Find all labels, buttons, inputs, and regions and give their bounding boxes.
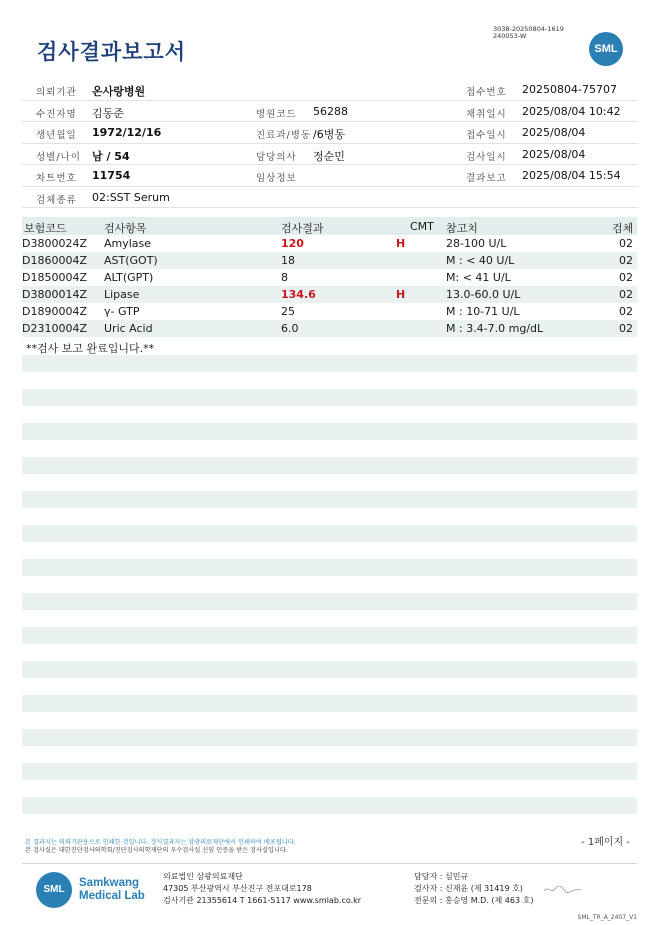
institution-label: 의뢰기관 <box>36 87 77 98</box>
row-ref: 28-100 U/L <box>446 237 507 250</box>
row-result: 6.0 <box>281 322 299 335</box>
org-line3: 검사기관 21355614 T 1661-5117 www.smlab.co.kr <box>163 896 362 905</box>
sampled-label: 채취일시 <box>466 108 507 120</box>
sign-line1: 담당자 : 심민규 <box>414 872 469 881</box>
doctor-label: 담당의사 <box>256 151 297 163</box>
tested-label: 검사일시 <box>466 151 507 163</box>
org-line1: 의료법인 삼광의료재단 <box>163 872 243 881</box>
tested-value: 2025/08/04 <box>522 147 586 161</box>
row-ref: M : 10-71 U/L <box>446 305 520 318</box>
info-row <box>22 165 638 187</box>
hospital-code-label: 병원코드 <box>256 108 297 120</box>
empty-row <box>22 797 637 814</box>
report-code <box>493 26 564 40</box>
report-code-line1: 3038-20250804-1619 <box>493 25 564 33</box>
footer-notice <box>25 839 296 855</box>
signatories <box>414 871 533 907</box>
footer-divider <box>22 863 637 864</box>
org-line2: 47305 부산광역시 부산진구 전포대로178 <box>163 884 312 893</box>
sml-footer-logo-icon: SML <box>36 872 72 908</box>
table-row <box>22 320 637 337</box>
row-result: 134.6 <box>281 288 316 301</box>
results-table <box>22 217 637 337</box>
header-result: 검사결과 <box>281 222 324 235</box>
row-specimen: 02 <box>619 288 633 301</box>
row-code: D3800014Z <box>22 288 87 301</box>
notice-line1: 본 결과지는 의뢰기관용으로 인쇄한 것입니다. 정식결과지는 삼광의료재단에서 인쇄하여 배포됩니다. <box>25 839 296 846</box>
empty-row <box>22 695 637 712</box>
row-specimen: 02 <box>619 237 633 250</box>
organization-info <box>163 871 361 907</box>
header-ref: 참고치 <box>446 222 478 235</box>
reported-label: 결과보고 <box>466 173 507 184</box>
row-item: AST(GOT) <box>104 254 158 267</box>
signature-icon <box>543 883 583 895</box>
header-item: 검사항목 <box>104 222 147 235</box>
page-number: - 1페이지 - <box>581 837 630 848</box>
clinical-label: 임상정보 <box>256 173 297 184</box>
brand-name <box>79 877 145 903</box>
sign-line3: 전문의 : 홍승영 M.D. (제 463 호) <box>414 896 534 905</box>
empty-row <box>22 763 637 780</box>
empty-row <box>22 355 637 372</box>
header-specimen: 검체 <box>612 222 634 235</box>
hospital-code-value: 56288 <box>313 104 348 118</box>
info-row <box>22 187 638 209</box>
doctor-value: 정순민 <box>313 149 345 163</box>
received-value: 2025/08/04 <box>522 126 586 139</box>
header-code: 보험코드 <box>24 222 67 235</box>
table-row <box>22 235 637 252</box>
table-row <box>22 286 637 303</box>
sml-logo-icon: SML <box>589 32 623 66</box>
empty-row <box>22 525 637 542</box>
form-code: SML_TR_A_2407_V1 <box>577 914 637 921</box>
report-comment: **검사 보고 완료입니다.** <box>26 342 155 355</box>
table-row <box>22 303 637 320</box>
sexage-label: 성별/나이 <box>36 151 81 163</box>
reported-value: 2025/08/04 15:54 <box>522 169 621 182</box>
receipt-no-value: 20250804-75707 <box>522 83 617 96</box>
row-item: Amylase <box>104 237 152 250</box>
patient-info <box>22 79 638 208</box>
report-code-line2: 240053-W <box>493 32 527 40</box>
empty-row <box>22 559 637 576</box>
row-result: 120 <box>281 237 304 250</box>
patient-label: 수진자명 <box>36 108 77 120</box>
empty-row <box>22 423 637 440</box>
row-code: D1850004Z <box>22 271 87 284</box>
row-code: D3800024Z <box>22 237 87 250</box>
row-result: 18 <box>281 254 295 267</box>
row-item: Uric Acid <box>104 322 153 335</box>
table-row <box>22 252 637 269</box>
birth-value: 1972/12/16 <box>92 126 162 139</box>
info-row <box>22 101 638 123</box>
row-code: D2310004Z <box>22 322 87 335</box>
empty-rows <box>22 355 637 831</box>
patient-value: 김동준 <box>92 106 124 120</box>
brand-line1: Samkwang <box>79 877 140 889</box>
header-cmt: CMT <box>410 220 434 233</box>
empty-row <box>22 729 637 746</box>
row-item: ALT(GPT) <box>104 271 154 284</box>
table-header <box>22 217 637 235</box>
row-code: D1860004Z <box>22 254 87 267</box>
empty-row <box>22 491 637 508</box>
birth-label: 생년월일 <box>36 130 77 141</box>
chart-value: 11754 <box>92 169 131 182</box>
row-code: D1890004Z <box>22 305 87 318</box>
sexage-value: 남 / 54 <box>92 149 130 163</box>
empty-row <box>22 389 637 406</box>
info-row <box>22 79 638 101</box>
row-item: γ- GTP <box>104 305 140 318</box>
row-specimen: 02 <box>619 305 633 318</box>
dept-value: /6병동 <box>313 128 345 141</box>
row-item: Lipase <box>104 288 140 301</box>
row-ref: M : 3.4-7.0 mg/dL <box>446 322 544 335</box>
dept-label: 진료과/병동 <box>256 130 312 141</box>
row-ref: M: < 41 U/L <box>446 271 511 284</box>
row-specimen: 02 <box>619 254 633 267</box>
sign-line2: 검사자 : 신재윤 (제 31419 호) <box>414 884 523 893</box>
specimen-value: 02:SST Serum <box>92 190 170 204</box>
brand-line2: Medical Lab <box>79 890 145 902</box>
row-flag: H <box>396 237 406 250</box>
table-row <box>22 269 637 286</box>
receipt-no-label: 접수번호 <box>466 87 507 98</box>
notice-line2: 본 검사실은 대한진단검사의학회/진단검사의학재단의 우수검사실 신임 인증을 받은 검사실입니다. <box>25 847 288 854</box>
row-ref: 13.0-60.0 U/L <box>446 288 521 301</box>
institution-value: 온사랑병원 <box>92 85 146 98</box>
row-specimen: 02 <box>619 322 633 335</box>
row-flag: H <box>396 288 406 301</box>
row-ref: M : < 40 U/L <box>446 254 515 267</box>
info-row <box>22 144 638 166</box>
row-result: 8 <box>281 271 288 284</box>
empty-row <box>22 661 637 678</box>
page-title: 검사결과보고서 <box>37 40 187 64</box>
chart-label: 차트번호 <box>36 173 77 184</box>
received-label: 접수일시 <box>466 130 507 141</box>
empty-row <box>22 593 637 610</box>
empty-row <box>22 627 637 644</box>
row-result: 25 <box>281 305 295 318</box>
empty-row <box>22 457 637 474</box>
sampled-value: 2025/08/04 10:42 <box>522 104 621 118</box>
row-specimen: 02 <box>619 271 633 284</box>
specimen-label: 검체종류 <box>36 194 77 206</box>
info-row <box>22 122 638 144</box>
